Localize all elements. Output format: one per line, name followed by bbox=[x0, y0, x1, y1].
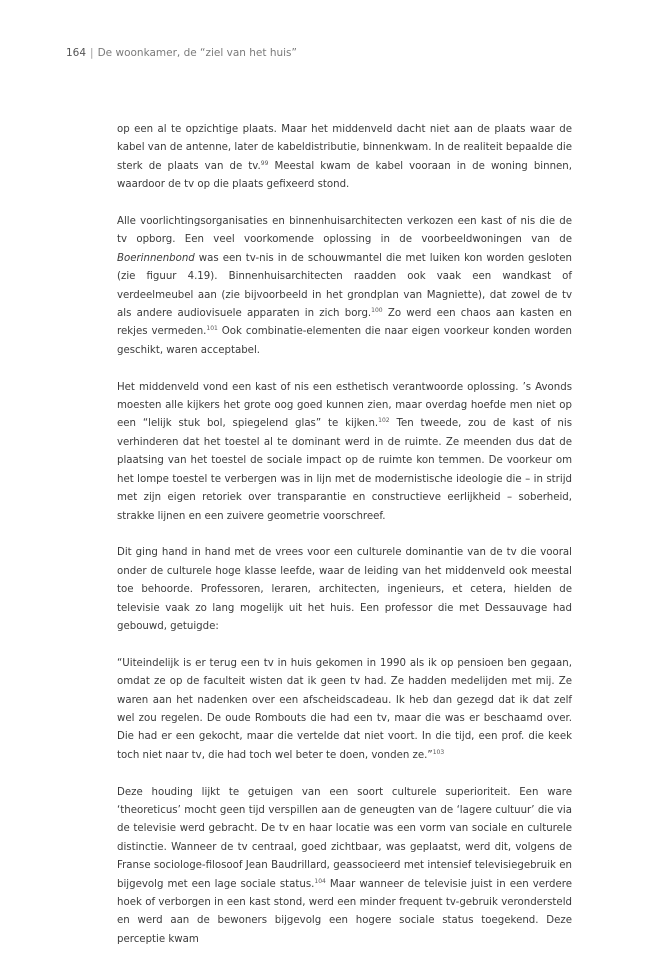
footnote-ref: 101 bbox=[206, 325, 218, 333]
text-run: “Uiteindelijk is er terug een tv in huis gekomen in 1990 als ik op pensioen ben gegaan, omdat ze op de faculteit wisten dat ik geen tv had. Ze hadden medelijden met mij. Ze waren aan het nadenken over een afscheidscadeau. Ik heb dan gezegd dat ik dat zelf wel zou regelen. De oude Rombouts die had een tv, maar die was er beschaamd over. Die had er een gekocht, maar die vertelde dat niet voort. In die tijd, een prof. die keek toch niet naar tv, die had toch wel beter te doen, vonden ze.” bbox=[117, 657, 572, 761]
paragraph bbox=[117, 544, 572, 636]
block-quote bbox=[117, 655, 572, 765]
paragraph bbox=[117, 379, 572, 526]
footnote-ref: 100 bbox=[371, 307, 383, 315]
emphasis: Boerinnenbond bbox=[117, 252, 195, 264]
text-run: Ten tweede, zou de kast of nis verhinderen dat het toestel al te dominant werd in de ruimte. Ze meenden dus dat de plaatsing van het toestel de sociale impact op de ruimte kon temmen. De voorkeur om het lompe toestel te verbergen was in lijn met de modernistische ideologie die – in strijd met zijn eigen retoriek over transparantie en constructieve eerlijkheid – soberheid, strakke lijnen en een zuivere geometrie voorschreef. bbox=[117, 418, 572, 522]
footnote-ref: 103 bbox=[432, 748, 445, 756]
text-run: Meestal kwam de kabel vooraan in de woning binnen, waardoor de tv op die plaats gefixeerd stond. bbox=[117, 160, 572, 191]
text-run: Maar wanneer de televisie juist in een verdere hoek of verborgen in een kast stond, werd een minder frequent tv-gebruik verondersteld en werd aan de bewoners bijgevolg een hogere sociale status toegekend. Deze perceptie kwam bbox=[117, 878, 573, 945]
page-number: 164 bbox=[66, 47, 87, 59]
text-run: Zo werd een chaos aan kasten en rekjes vermeden. bbox=[117, 308, 572, 338]
running-header bbox=[66, 47, 297, 59]
paragraph bbox=[117, 121, 572, 195]
body-text bbox=[117, 121, 572, 968]
text-run: Alle voorlichtingsorganisaties en binnenhuisarchitecten verkozen een kast of nis die de tv opborg. Een veel voorkomende oplossing in de voorbeeldwoningen van de bbox=[117, 216, 572, 246]
paragraph bbox=[117, 784, 572, 950]
text-run: Ook combinatie-elementen die naar eigen voorkeur konden worden geschikt, waren acceptabel. bbox=[117, 326, 572, 356]
footnote-ref: 102 bbox=[378, 417, 390, 425]
running-title: De woonkamer, de “ziel van het huis” bbox=[97, 47, 297, 59]
footnote-ref: 104 bbox=[314, 877, 326, 885]
header-separator: | bbox=[90, 47, 94, 59]
paragraph bbox=[117, 213, 572, 360]
footnote-ref: 99 bbox=[260, 159, 269, 167]
text-run: was een tv-nis in de schouwmantel die met luiken kon worden gesloten (zie figuur 4.19). Binnenhuisarchitecten raadden ook vaak een wandkast of verdeelmeubel aan (zie bijvoorbeeld in het grondplan van Magniette), dat zowel de tv als andere audiovisuele apparaten in zich borg. bbox=[117, 252, 572, 320]
text-run: op een al te opzichtige plaats. Maar het middenveld dacht niet aan de plaats waar de kabel van de antenne, later de kabeldistributie, binnenkwam. In de realiteit bepaalde die sterk de plaats van de tv. bbox=[117, 124, 572, 172]
text-run: Deze houding lijkt te getuigen van een soort culturele superioriteit. Een ware ‘theoreticus’ mocht geen tijd verspillen aan de geneugten van de ‘lagere cultuur’ die via de televisie werd gebracht. De tv en haar locatie was een vorm van sociale en culturele distinctie. Wanneer de tv centraal, goed zichtbaar, was geplaatst, werd dit, volgens de Franse sociologe-filosoof Jean Baudrillard, geassocieerd met intensief televisiegebruik en bijgevolg met een lage sociale status. bbox=[117, 786, 572, 890]
text-run: Dit ging hand in hand met de vrees voor een culturele dominantie van de tv die vooral onder de culturele hoge klasse leefde, waar de leiding van het middenveld ook meestal toe behoorde. Professoren, leraren, architecten, ingenieurs, et cetera, hielden de televisie vaak zo lang mogelijk uit het huis. Een professor die met Dessauvage had gebouwd, getuigde: bbox=[117, 547, 572, 632]
text-run: Het middenveld vond een kast of nis een esthetisch verantwoorde oplossing. ’s Avonds moesten alle kijkers het grote oog goed kunnen zien, maar overdag hoefde men niet op een “lelijk stuk bol, spiegelend glas” te kijken. bbox=[117, 381, 572, 430]
